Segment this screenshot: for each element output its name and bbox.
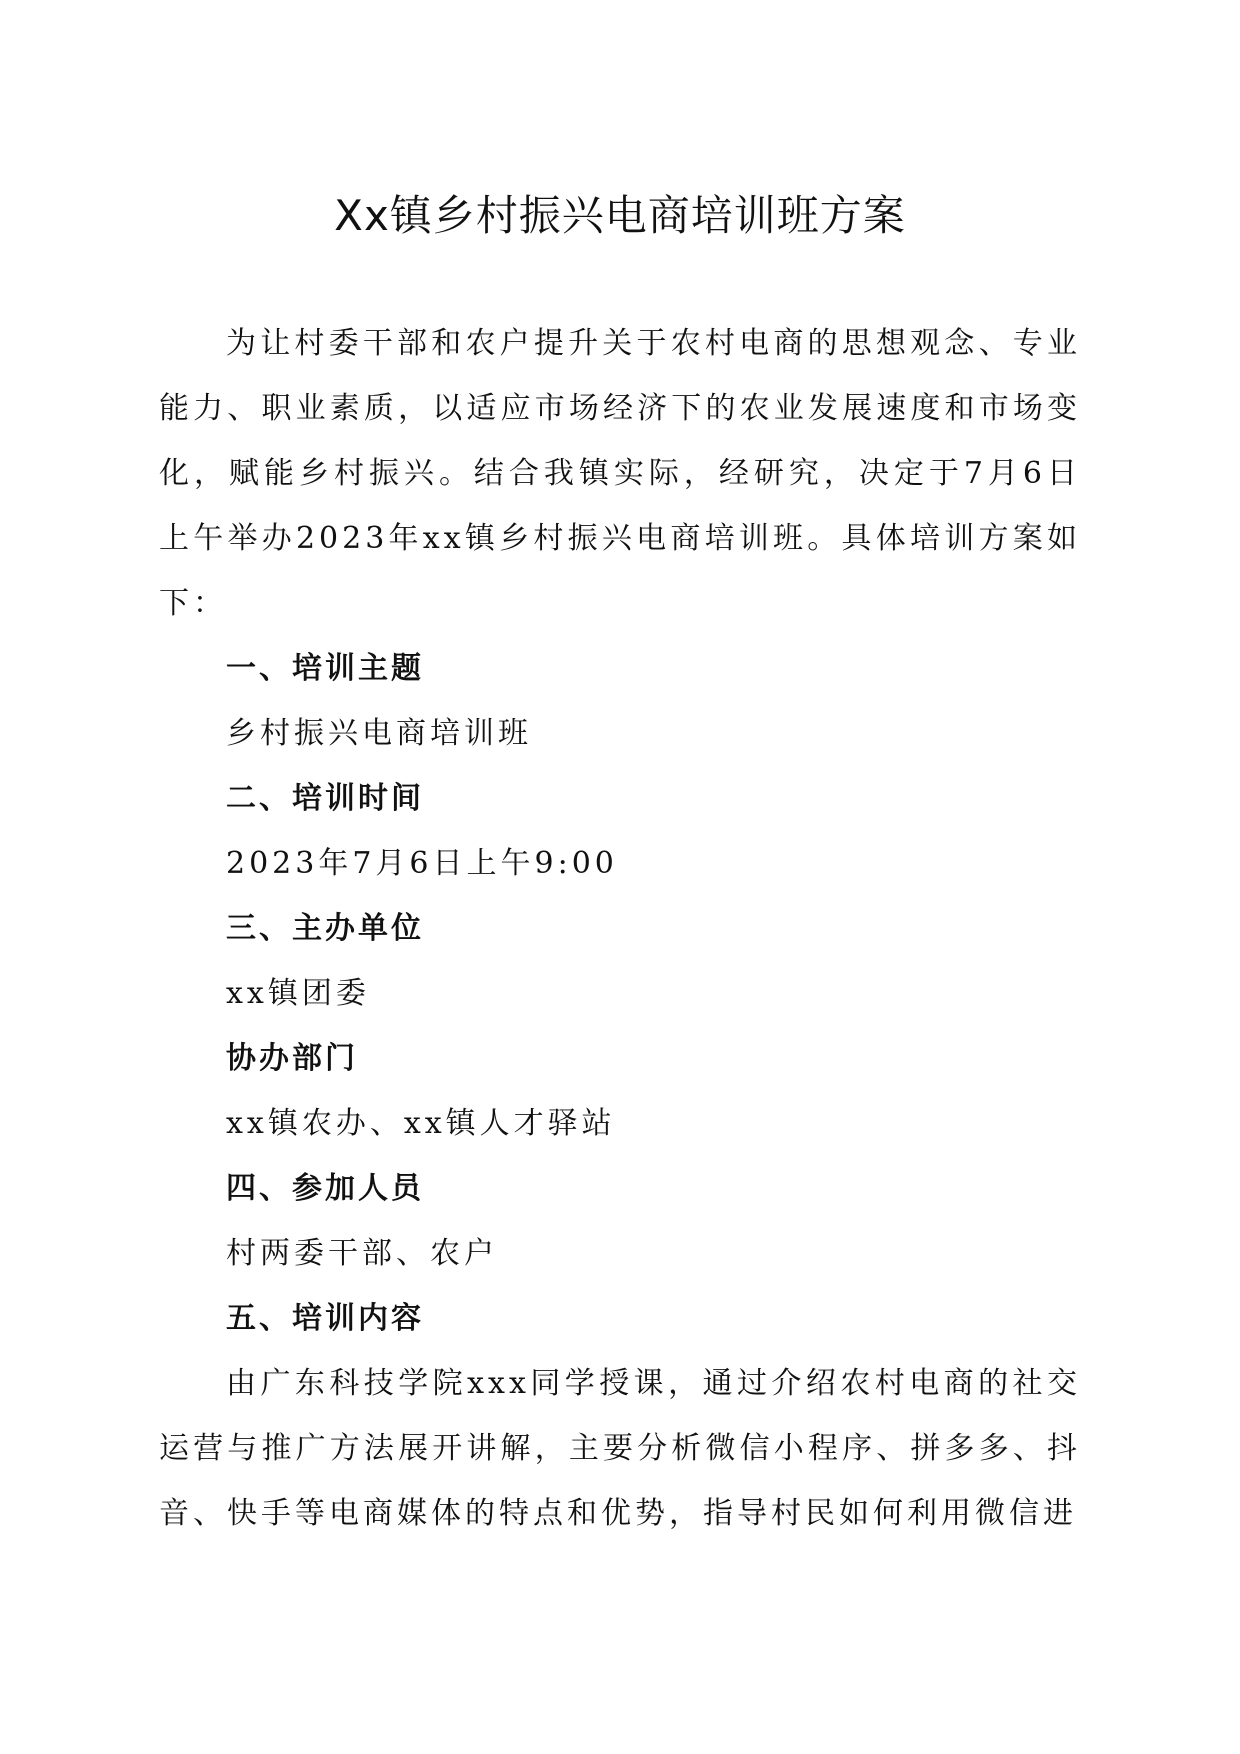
section-heading-organizer: 三、主办单位 (226, 911, 424, 946)
document-body (159, 311, 1081, 1546)
section-content-time: 2023年7月6日上午9:00 (226, 846, 618, 881)
section-content-participants: 村两委干部、农户 (226, 1236, 498, 1271)
section-heading-time: 二、培训时间 (226, 781, 424, 816)
section-content-co-organizer: xx镇农办、xx镇人才驿站 (226, 1106, 616, 1141)
document-title: Xx镇乡村振兴电商培训班方案 (334, 191, 906, 240)
section-heading-participants: 四、参加人员 (226, 1171, 424, 1206)
section-content-theme: 乡村振兴电商培训班 (226, 716, 532, 751)
section-content-training: 由广东科技学院xxx同学授课，通过介绍农村电商的社交运营与推广方法展开讲解，主要分析微信小程序、拼多多、抖音、快手等电商媒体的特点和优势，指导村民如何利用微信进 (159, 1366, 1081, 1531)
section-heading-content: 五、培训内容 (226, 1301, 424, 1336)
section-heading-co-organizer: 协办部门 (226, 1041, 358, 1076)
section-content-organizer: xx镇团委 (226, 976, 370, 1011)
intro-paragraph: 为让村委干部和农户提升关于农村电商的思想观念、专业能力、职业素质，以适应市场经济下的农业发展速度和市场变化，赋能乡村振兴。结合我镇实际，经研究，决定于7月6日上午举办2023年xx镇乡村振兴电商培训班。具体培训方案如下： (159, 326, 1081, 621)
section-heading-theme: 一、培训主题 (226, 651, 424, 686)
